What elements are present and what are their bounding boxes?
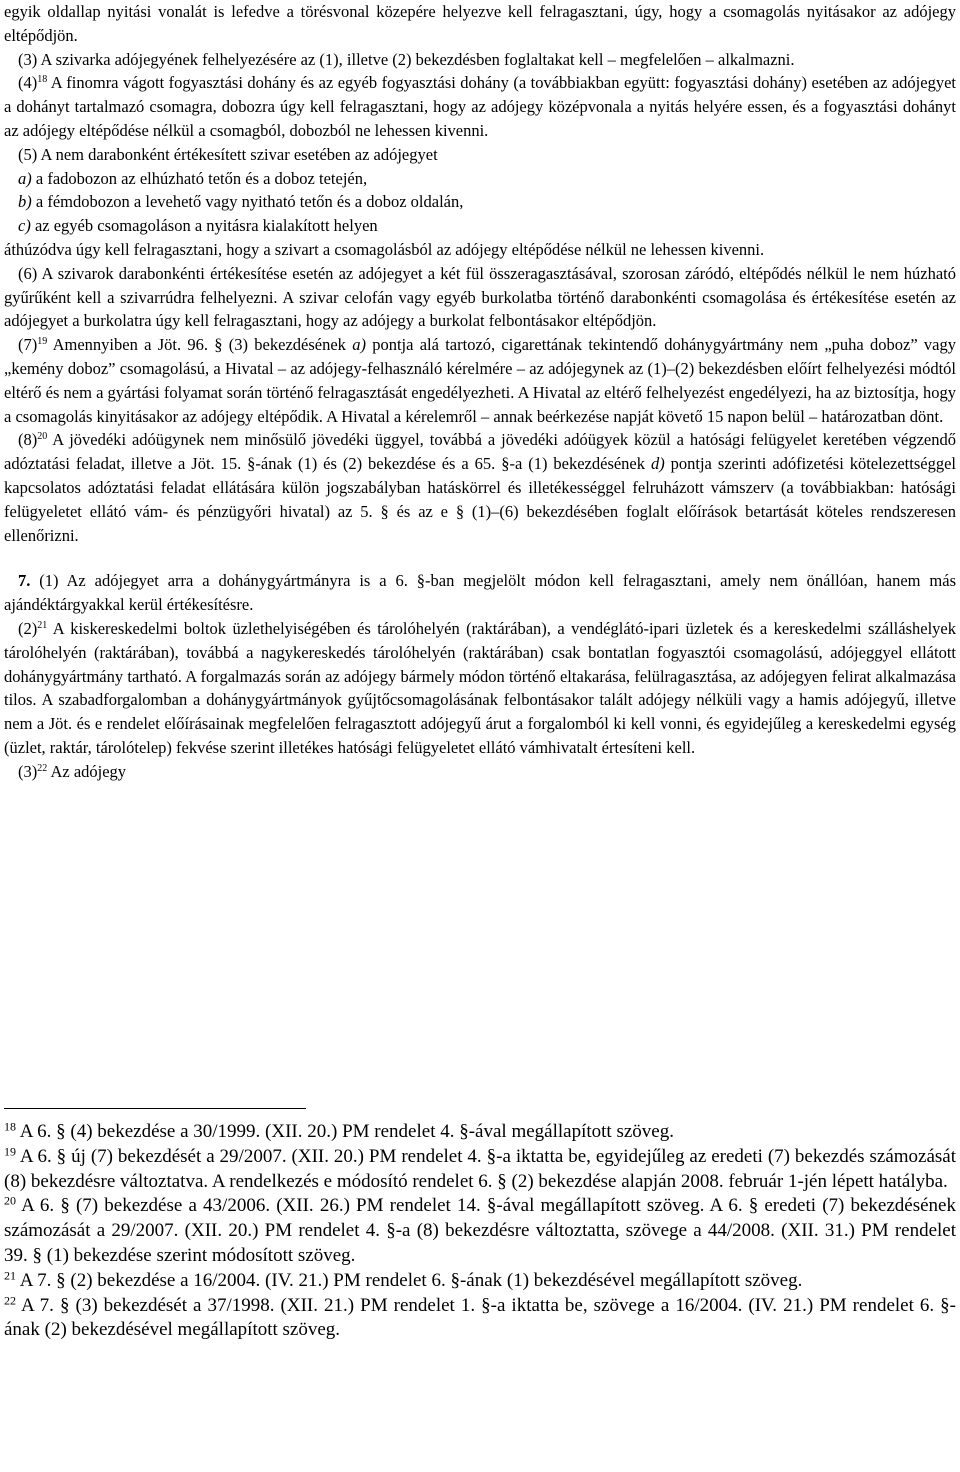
document-page [4,0,956,784]
footnote-21: $^{21}$ A 7. § (2) bekezdése a 16/2004. (IV. 21.) PM rendelet 6. §-ának (1) bekezdésével megállapított szöveg. [4,1268,803,1291]
list-item-b: b) a fémdobozon a levehető vagy nyitható tetőn és a doboz oldalán, [18,192,464,212]
footnote-ref-22[interactable]: 22 [37,762,48,774]
section-number: 7. [18,571,31,591]
footnote-separator [4,1108,306,1109]
footnote-ref-19[interactable]: 19 [37,336,48,348]
paragraph-6-3: (3) A szivarka adójegyének felhelyezésére az (1), illetve (2) bekezdésben foglaltakat kell – megfelelően – alkalmazni. [18,49,795,69]
paragraph-6-6: (6) A szivarok darabonkénti értékesítése esetén az adójegyet a két fül összeragasztásával, szorosan záródó, eltépődés nélkül le nem húzható gyűrűként kell a szivarrúdra felhelyezni. A szivar celofán vagy egyéb burkolatba történő darabonkénti csomagolása és értékesítése esetén az adójegyet a burkolatra úgy kell felragasztani, hogy az adójegy a burkolat felbontásakor eltépődjön. [4,263,956,331]
footnote-ref-20[interactable]: 20 [37,431,48,443]
paragraph-6-4: $(4)^{18}$ A finomra vágott fogyasztási dohány és az egyéb fogyasztási dohány (a továbbiakban együtt: fogyasztási dohány) esetében az adójegyet a dohányt tartalmazó csomagra, dobozra úgy kell felragasztani, hogy az adójegy középvonala a nyitás helyére essen, és a fogyasztási dohányt az adójegy eltépődése nélkül a csomagból, dobozból ne lehessen kivenni. [4,73,956,140]
paragraph-spacer [4,547,956,569]
paragraph-7-3: $(3)^{22}$ Az adójegy [18,761,127,781]
paragraph-7-2: $(2)^{21}$ A kiskereskedelmi boltok üzlethelyiségében és tárolóhelyén (raktárában), a vendéglátó-ipari üzletek és a kereskedelmi szálláshelyek tárolóhelyén (raktárában), továbbá a nagykereskedés tárolóhelyén (raktárában) csak bontatlan fogyasztói csomagolású, adójeggyel ellátott dohánygyártmány tartható. A forgalmazás során az adójegy bármely módon történő eltakarása, felülragasztása, az adójegyen felirat alkalmazása tilos. A szabadforgalomban a dohánygyártmányok gyűjtőcsomagolásának felbontásakor talált adójegy nélküli vagy a hamis adójegyű, illetve nem a Jöt. és e rendelet előírásainak megfelelően felragasztott adójegyű árut a forgalomból ki kell vonni, és egyidejűleg a kereskedelmi egység (üzlet, raktár, tárolótelep) fekvése szerint illetékes hatósági felügyeletet ellátó vámhivatalt értesíteni kell. [4,618,956,757]
paragraph-6-7: $(7)^{19}$ Amennyiben a Jöt. 96. § (3) bekezdésének a) pontja alá tartozó, cigarettának tekintendő dohánygyártmány nem „puha doboz” vagy „kemény doboz” csomagolású, a Hivatal – az adójegy-felhasználó kérelmére – az adójegynek az (1)–(2) bekezdésben előírt felhelyezési módtól eltérő és nem a gyártási folyamat során történő felragasztását engedélyezheti. A Hivatal az eltérő felhelyezést engedélyezi, ha az biztosítja, hogy a csomagolás kinyitásakor az adójegy eltépődik. A Hivatal a kérelemről – annak beérkezése napját követő 15 napon belül – határozatban dönt. [4,335,957,426]
footnotes [4,1120,956,1343]
footnote-20: $^{20}$ A 6. § (7) bekezdése a 43/2006. (XII. 26.) PM rendelet 14. §-ával megállapított szöveg. A 6. § eredeti (7) bekezdésének számozását a 29/2007. (XII. 20.) PM rendelet 4. §-a (8) bekezdésre változtatta, szövege a 44/2008. (XII. 31.) PM rendelet 39. § (1) bekezdése szerint módosított szöveg. [4,1193,956,1266]
list-item-a: a) a fadobozon az elhúzható tetőn és a doboz tetején, [18,168,368,188]
section-7-1: 7. (1) Az adójegyet arra a dohánygyártmányra is a 6. §-ban megjelölt módon kell felragasztani, amely nem önállóan, hanem más ajándéktárgyakkal kerül értékesítésre. [4,571,956,615]
list-item-c: c) az egyéb csomagoláson a nyitásra kialakított helyen [18,216,378,236]
footnote-ref-18[interactable]: 18 [37,74,48,86]
paragraph-6-5: (5) A nem darabonként értékesített szivar esetében az adójegyet [18,144,438,164]
footnote-19: $^{19}$ A 6. § új (7) bekezdését a 29/2007. (XII. 20.) PM rendelet 4. §-a iktatta be, egyidejűleg az eredeti (7) bekezdés számozását (8) bekezdésre változtatva. A rendelkezés e módosító rendelet 6. § (2) bekezdése alapján 2008. február 1-jén lépett hatályba. [4,1144,956,1192]
footnote-22: $^{22}$ A 7. § (3) bekezdését a 37/1998. (XII. 21.) PM rendelet 1. §-a iktatta be, szövege a 16/2004. (IV. 21.) PM rendelet 6. §-ának (2) bekezdésével megállapított szöveg. [4,1292,956,1341]
paragraph-continuation: egyik oldallap nyitási vonalát is lefedve a törésvonal közepére helyezve kell felragasztani, úgy, hogy a csomagolás nyitásakor az adójegy eltépődjön. [4,2,956,45]
paragraph-6-5-closing: áthúzódva úgy kell felragasztani, hogy a szivart a csomagolásból az adójegy eltépődése nélkül ne lehessen kivenni. [4,239,765,259]
body-text [4,0,956,784]
footnote-ref-21[interactable]: 21 [37,619,48,631]
footnote-18: $^{18}$ A 6. § (4) bekezdése a 30/1999. (XII. 20.) PM rendelet 4. §-ával megállapított szöveg. [4,1119,674,1142]
paragraph-6-8: $(8)^{20}$ A jövedéki adóügynek nem minősülő jövedéki üggyel, továbbá a jövedéki adóügyek közül a hatósági felügyelet keretében végzendő adóztatási feladat, illetve a Jöt. 15. §-ának (1) és (2) bekezdése és a 65. §-a (1) bekezdésének d) pontja szerinti adófizetési kötelezettséggel kapcsolatos adóztatási feladat ellátására külön jogszabályban hatáskörrel és illetékességgel felruházott vámszerv (a továbbiakban: hatósági felügyeletet ellátó vám- és pénzügyőri hivatal) az 5. § és az e § (1)–(6) bekezdésében foglalt előírások betartását köteles rendszeresen ellenőrizni. [4,430,956,545]
